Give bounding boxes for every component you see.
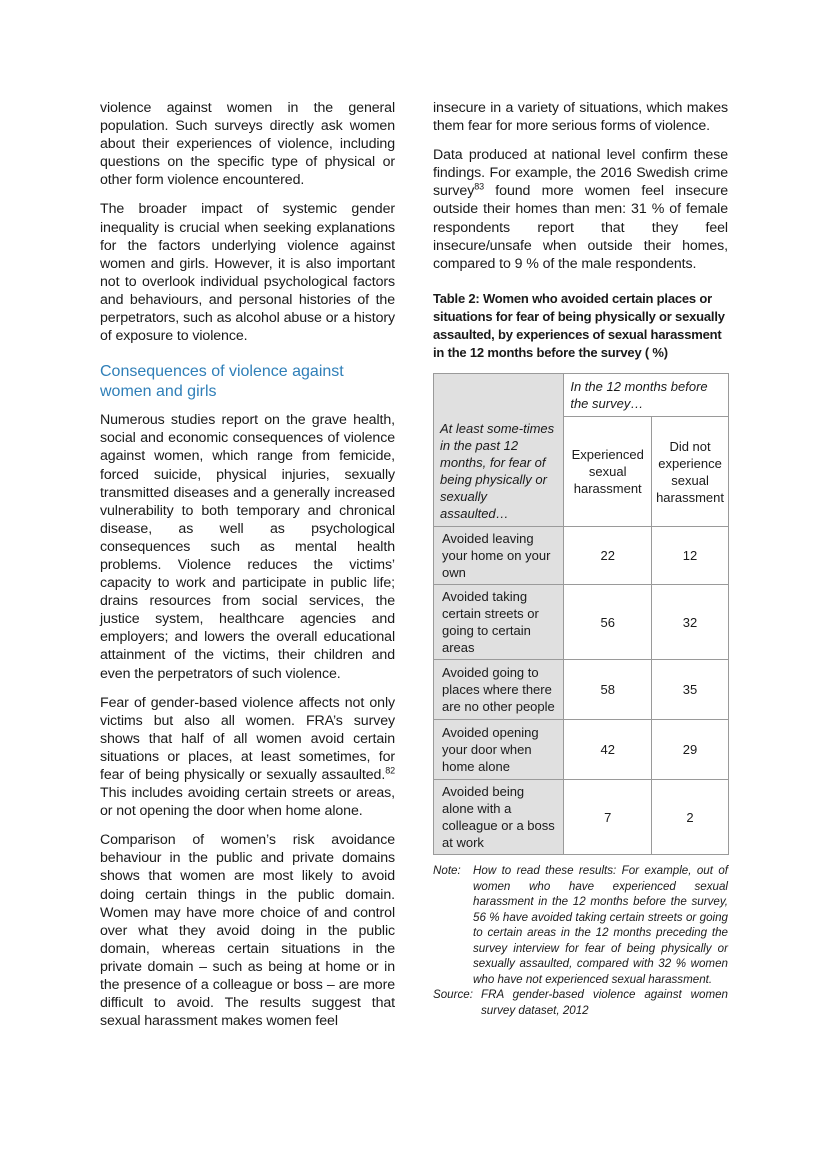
row-label: Avoided taking certain streets or going to certain areas <box>434 585 564 660</box>
source-label: Source: <box>433 988 473 1002</box>
row-label: Avoided opening your door when home alone <box>434 720 564 780</box>
table-column-header: Experienced sexual harassment <box>564 416 652 527</box>
note <box>433 863 728 987</box>
table-cell: 35 <box>652 660 729 720</box>
row-label: Avoided going to places where there are no other people <box>434 660 564 720</box>
table-row <box>434 720 729 780</box>
note-label: Note: <box>433 864 461 878</box>
table-row <box>434 527 729 585</box>
table-span-header: In the 12 months before the survey… <box>564 373 729 416</box>
paragraph-text: Data produced at national level confirm these findings. For example, the 2016 Swedish crime survey <box>433 147 728 200</box>
table-corner <box>434 373 564 416</box>
paragraph: Numerous studies report on the grave health, social and economic consequences of violence against women, which range from femicide, forced suicide, physical injuries, sexually transmitted diseases and a generally increased vulnerability to both temporary and chronical disease, as well as psychological consequences such as mental health problems. Violence reduces the victims’ capacity to work and participate in public life; drains resources from social services, the justice system, healthcare agencies and employers; and lowers the overall educational attainment of the victims, their children and even the perpetrators of such violence. <box>100 412 395 682</box>
right-column <box>433 99 728 1018</box>
data-table <box>433 373 729 856</box>
note-text: How to read these results: For example, out of women who have experienced sexual harassment in the 12 months before the survey, 56 % have avoided taking certain streets or going to certain areas in the 12 months preceding the survey interview for fear of being physically or sexually assaulted, compared with 32 % women who have not experienced sexual harassment. <box>473 864 728 986</box>
table-cell: 7 <box>564 780 652 855</box>
paragraph: insecure in a variety of situations, which makes them fear for more serious forms of violence. <box>433 100 728 135</box>
table-cell: 42 <box>564 720 652 780</box>
row-label: Avoided being alone with a colleague or a boss at work <box>434 780 564 855</box>
paragraph <box>100 694 395 821</box>
footnote-ref[interactable]: 82 <box>385 765 395 776</box>
table-row <box>434 585 729 660</box>
paragraph: Comparison of women’s risk avoidance behaviour in the public and private domains shows that women are most likely to avoid doing certain things in the public domain. Women may have more choice of and control over what they avoid doing in the public domain, whereas certain situations in the private domain – such as being at home or in the presence of a colleague or boss – are more difficult to avoid. The results suggest that sexual harassment makes women feel <box>100 832 395 1030</box>
paragraph: violence against women in the general population. Such surveys directly ask women about their experiences of violence, including questions on the specific type of physical or other form violence encountered. <box>100 100 395 189</box>
paragraph <box>433 146 728 273</box>
table-row <box>434 660 729 720</box>
table-cell: 29 <box>652 720 729 780</box>
row-label: Avoided leaving your home on your own <box>434 527 564 585</box>
footnote-ref[interactable]: 83 <box>474 181 484 192</box>
section-heading: Consequences of violence against women and girls <box>100 363 344 401</box>
table-question-header: At least some-times in the past 12 months, for fear of being physically or sexually assaulted… <box>434 416 564 527</box>
table-column-header: Did not experience sexual harassment <box>652 416 729 527</box>
table-cell: 56 <box>564 585 652 660</box>
source <box>433 987 728 1018</box>
table-cell: 12 <box>652 527 729 585</box>
table-cell: 22 <box>564 527 652 585</box>
source-text: FRA gender-based violence against women survey dataset, 2012 <box>481 988 728 1017</box>
table-cell: 32 <box>652 585 729 660</box>
table-cell: 2 <box>652 780 729 855</box>
paragraph-text: This includes avoiding certain streets or areas, or not opening the door when home alone. <box>100 785 395 820</box>
table-notes <box>433 863 728 1018</box>
paragraph-text: found more women feel insecure outside their homes than men: 31 % of female respondents report that they feel insecure/unsafe when outside their homes, compared to 9 % of the male respondents. <box>433 183 728 272</box>
paragraph-text: Fear of gender-based violence affects not only victims but also all women. FRA’s survey shows that half of all women avoid certain situations or places, at least sometimes, for fear of being physically or sexually assaulted. <box>100 694 395 783</box>
table-row <box>434 780 729 855</box>
table-cell: 58 <box>564 660 652 720</box>
paragraph: The broader impact of systemic gender inequality is crucial when seeking explanations for the factors underlying violence against women and girls. However, it is also important not to overlook individual psychological factors and behaviours, and personal histories of the perpetrators, such as alcohol abuse or a history of exposure to violence. <box>100 201 395 345</box>
table-title: Table 2: Women who avoided certain places or situations for fear of being physically or sexually assaulted, by experiences of sexual harassment in the 12 months before the survey ( %) <box>433 290 725 360</box>
left-column <box>100 99 395 1041</box>
